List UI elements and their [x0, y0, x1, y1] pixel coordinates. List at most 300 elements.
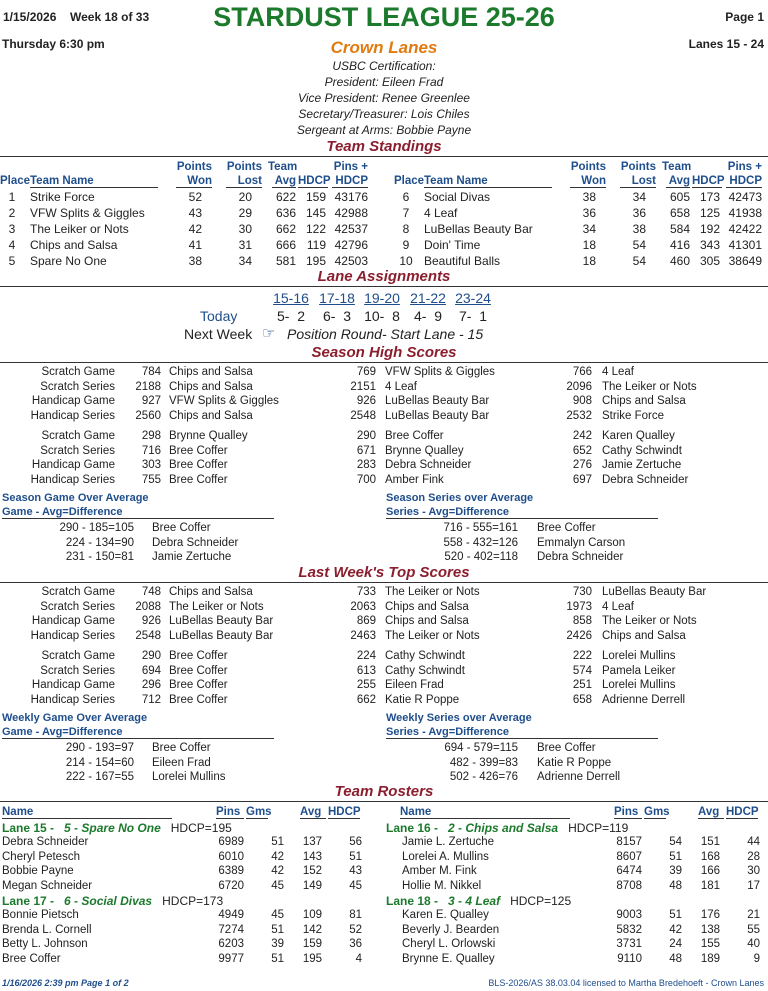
day-time: Thursday 6:30 pm [2, 37, 105, 51]
standing-place: 4 [8, 238, 16, 252]
roster-player-hdcp: 36 [349, 938, 362, 950]
standing-team: 4 Leaf [424, 206, 458, 220]
standing-pins: 41301 [728, 238, 762, 252]
col-header-team: Team Name [424, 175, 552, 188]
roster-player-hdcp: 9 [753, 952, 760, 965]
score-team: LuBellas Beauty Bar [385, 395, 490, 407]
roster-player-avg: 166 [700, 865, 720, 877]
score-value: 224 [356, 650, 376, 662]
roster-team-line [386, 894, 571, 908]
roster-player-avg: 195 [302, 952, 322, 965]
score-value: 574 [572, 664, 592, 677]
score-value: 652 [572, 444, 592, 457]
score-value: 2063 [350, 600, 376, 613]
roster-lane: Lane 18 - [386, 894, 439, 908]
score-team: 4 Leaf [602, 600, 634, 613]
over-average-bowler: Debra Schneider [537, 551, 624, 563]
roster-player-hdcp: 40 [747, 938, 760, 950]
roster-player-avg: 159 [302, 938, 322, 950]
standing-team: Spare No One [30, 254, 107, 268]
score-value: 671 [356, 444, 376, 457]
standing-pins: 42473 [728, 190, 762, 204]
center-name: Crown Lanes [330, 38, 438, 57]
roster-player-name: Brenda L. Cornell [2, 923, 92, 936]
over-average-bowler: Bree Coffer [152, 522, 211, 534]
roster-header-hdcp: HDCP [726, 806, 759, 818]
score-value: 2548 [350, 409, 376, 422]
score-value: 694 [141, 664, 161, 677]
roster-player-pins: 6720 [218, 879, 244, 892]
score-team: The Leiker or Nots [602, 380, 697, 393]
score-bowler: Cathy Schwindt [385, 650, 465, 662]
score-bowler: Debra Schneider [385, 459, 472, 471]
standing-lost: 34 [238, 254, 252, 268]
roster-header-pins: Pins [614, 806, 642, 819]
over-average-value: 214 - 154=60 [65, 756, 134, 769]
score-team: Chips and Salsa [602, 629, 686, 642]
standing-won: 36 [582, 206, 596, 220]
score-team: Chips and Salsa [385, 600, 469, 613]
col-header-team: Team Name [30, 175, 158, 188]
standing-team: The Leiker or Nots [30, 222, 129, 236]
officer-line: Sergeant at Arms: Bobbie Payne [296, 123, 472, 137]
lane-pair: 17-18 [319, 290, 355, 306]
report-date: 1/15/2026 [3, 10, 57, 24]
score-team: Chips and Salsa [169, 409, 253, 422]
col-header-avg: Team [268, 161, 298, 173]
score-value: 784 [141, 366, 161, 378]
roster-header-avg: Avg [698, 806, 724, 819]
roster-player-hdcp: 51 [349, 850, 362, 863]
col-header-pins: HDCP [332, 175, 368, 188]
score-category: Scratch Series [40, 380, 115, 393]
page-number: Page 1 [725, 10, 764, 24]
divider [0, 286, 768, 287]
score-value: 222 [572, 650, 592, 662]
score-category: Scratch Game [41, 586, 115, 598]
score-category: Scratch Game [41, 430, 115, 442]
roster-player-hdcp: 81 [349, 909, 362, 921]
league-title: STARDUST LEAGUE 25-26 [213, 2, 555, 32]
week-label: Week 18 of 33 [70, 10, 150, 24]
roster-player-hdcp: 28 [747, 850, 760, 863]
roster-player-avg: 138 [700, 923, 720, 936]
over-average-title: Season Series over Average [386, 492, 534, 504]
over-average-bowler: Jamie Zertuche [152, 551, 232, 563]
standing-hdcp: 192 [699, 222, 720, 236]
lanes-range: Lanes 15 - 24 [688, 37, 764, 51]
over-average-value: 558 - 432=126 [443, 536, 518, 549]
score-value: 303 [141, 459, 161, 471]
standing-hdcp: 119 [306, 238, 326, 252]
score-bowler: Adrienne Derrell [602, 693, 686, 706]
standing-lost: 31 [238, 238, 252, 252]
standing-avg: 666 [275, 238, 296, 252]
over-average-value: 482 - 399=83 [449, 756, 518, 769]
roster-header-games: Gms [644, 806, 670, 818]
roster-player-games: 48 [669, 952, 682, 965]
over-average-value: 694 - 579=115 [444, 742, 518, 754]
over-average-bowler: Bree Coffer [537, 742, 596, 754]
col-header-hdcp: HDCP [298, 175, 331, 187]
score-team: 4 Leaf [602, 366, 634, 378]
standing-pins: 42988 [334, 206, 368, 220]
roster-header-name: Name [2, 806, 172, 819]
standing-avg: 581 [275, 254, 296, 268]
standing-team: Beautiful Balls [424, 254, 501, 268]
standing-hdcp: 122 [305, 222, 326, 236]
roster-team-name: 3 - 4 Leaf [448, 894, 501, 908]
standing-hdcp: 159 [305, 190, 326, 204]
score-bowler: Pamela Leiker [602, 664, 676, 677]
score-value: 926 [141, 615, 161, 627]
score-bowler: Cathy Schwindt [602, 444, 682, 457]
score-team: Chips and Salsa [169, 380, 253, 393]
roster-player-hdcp: 17 [747, 879, 760, 892]
lane-pair: 15-16 [273, 290, 309, 306]
col-header-avg: Avg [666, 175, 690, 188]
score-value: 251 [572, 679, 592, 691]
over-average-bowler: Bree Coffer [152, 742, 211, 754]
rosters-title: Team Rosters [334, 783, 434, 800]
season-title: Season High Scores [311, 344, 457, 361]
footer-license: BLS-2026/AS 38.03.04 licensed to Martha Bredehoeft - Crown Lanes [488, 978, 764, 988]
roster-player-pins: 9003 [616, 909, 642, 921]
over-average-bowler: Katie R Poppe [537, 756, 612, 769]
score-bowler: Debra Schneider [602, 473, 689, 486]
score-value: 700 [356, 473, 376, 486]
standing-lost: 30 [238, 222, 252, 236]
score-category: Handicap Series [30, 693, 115, 706]
roster-player-games: 42 [271, 865, 284, 877]
score-team: Chips and Salsa [602, 395, 686, 407]
roster-player-name: Debra Schneider [2, 836, 89, 848]
score-category: Handicap Game [31, 679, 115, 691]
score-category: Scratch Series [40, 444, 115, 457]
lane-pair: 21-22 [410, 290, 446, 306]
roster-player-pins: 8708 [616, 879, 642, 892]
roster-player-games: 51 [669, 850, 682, 863]
roster-team-name: 5 - Spare No One [64, 821, 161, 835]
standing-avg: 658 [669, 206, 690, 220]
score-value: 748 [141, 586, 161, 598]
score-value: 290 [356, 430, 376, 442]
score-value: 908 [572, 395, 592, 407]
standings-title: Team Standings [326, 138, 442, 155]
score-value: 730 [572, 586, 592, 598]
standing-pins: 41938 [728, 206, 762, 220]
roster-player-games: 51 [669, 909, 682, 921]
score-value: 658 [572, 693, 592, 706]
score-value: 283 [356, 459, 376, 471]
score-category: Handicap Series [30, 473, 115, 486]
standing-won: 38 [188, 254, 202, 268]
standing-hdcp: 145 [305, 206, 326, 220]
officer-line: Vice President: Renee Greenlee [298, 91, 470, 105]
next-week-text: Position Round- Start Lane - 15 [287, 326, 484, 342]
over-average-value: 716 - 555=161 [443, 522, 518, 534]
standing-place: 5 [8, 254, 16, 268]
score-bowler: Lorelei Mullins [602, 650, 676, 662]
score-team: VFW Splits & Giggles [385, 366, 495, 378]
col-header-points-won: Won [570, 175, 606, 188]
roster-player-hdcp: 30 [747, 865, 760, 877]
standing-hdcp: 343 [699, 238, 720, 252]
roster-player-avg: 151 [700, 836, 720, 848]
score-bowler: Lorelei Mullins [602, 679, 676, 691]
roster-player-pins: 4949 [218, 909, 244, 921]
score-value: 298 [141, 430, 161, 442]
score-category: Handicap Game [31, 459, 115, 471]
score-bowler: Amber Fink [385, 473, 444, 486]
score-value: 858 [572, 615, 592, 627]
next-week-label: Next Week [184, 326, 253, 342]
standing-lost: 34 [632, 190, 646, 204]
roster-player-name: Betty L. Johnson [2, 938, 88, 950]
standing-place: 6 [402, 190, 410, 204]
score-bowler: Bree Coffer [169, 473, 228, 486]
over-average-value: 224 - 134=90 [65, 536, 134, 549]
roster-lane: Lane 15 - [2, 821, 55, 835]
roster-player-name: Hollie M. Nikkel [402, 879, 482, 892]
standing-hdcp: 195 [305, 254, 326, 268]
score-value: 712 [141, 693, 161, 706]
standing-team: Social Divas [424, 190, 491, 204]
score-category: Handicap Series [30, 409, 115, 422]
score-bowler: Karen Qualley [602, 430, 675, 442]
score-value: 2096 [566, 380, 592, 393]
score-bowler: Brynne Qualley [385, 444, 464, 457]
standing-team: LuBellas Beauty Bar [424, 222, 533, 236]
score-team: Strike Force [602, 409, 664, 422]
standing-avg: 460 [669, 254, 690, 268]
roster-team-name: 6 - Social Divas [64, 894, 153, 908]
score-value: 766 [572, 366, 592, 378]
over-average-value: 222 - 167=55 [65, 771, 134, 783]
score-team: The Leiker or Nots [385, 586, 480, 598]
roster-header-avg: Avg [300, 806, 326, 819]
standing-pins: 42503 [334, 254, 368, 268]
standing-pins: 43176 [334, 190, 368, 204]
roster-player-pins: 9977 [218, 952, 244, 965]
score-team: The Leiker or Nots [602, 615, 697, 627]
standing-won: 38 [582, 190, 596, 204]
col-header-points-won: Points [176, 161, 212, 173]
standing-avg: 662 [275, 222, 296, 236]
score-team: LuBellas Beauty Bar [385, 409, 490, 422]
standing-place: 2 [8, 206, 16, 220]
roster-player-games: 51 [271, 923, 284, 936]
standing-lost: 54 [632, 238, 646, 252]
roster-player-pins: 7274 [218, 923, 244, 936]
standing-pins: 38649 [728, 254, 762, 268]
roster-team-line [386, 821, 628, 835]
roster-player-games: 24 [669, 938, 682, 950]
roster-team-hdcp: HDCP=125 [510, 894, 572, 908]
roster-player-name: Cheryl Petesch [2, 850, 80, 863]
lane-matchup: 6- 3 [322, 308, 351, 324]
score-bowler: Bree Coffer [385, 430, 444, 442]
roster-player-pins: 3731 [616, 938, 642, 950]
lane-matchup: 5- 2 [276, 308, 305, 324]
col-header-points-lost: Lost [226, 175, 262, 188]
score-team: LuBellas Beauty Bar [602, 586, 707, 598]
standing-team: VFW Splits & Giggles [30, 206, 145, 220]
roster-player-hdcp: 52 [349, 923, 362, 936]
score-value: 927 [141, 395, 161, 407]
roster-player-hdcp: 56 [349, 836, 362, 848]
standing-lost: 54 [632, 254, 646, 268]
roster-player-hdcp: 21 [747, 909, 760, 921]
col-header-points-lost: Lost [620, 175, 656, 188]
roster-player-pins: 6203 [218, 938, 244, 950]
score-bowler: Jamie Zertuche [602, 459, 682, 471]
score-category: Handicap Series [30, 629, 115, 642]
over-average-bowler: Emmalyn Carson [537, 536, 626, 549]
roster-player-games: 42 [271, 850, 284, 863]
score-value: 697 [572, 473, 592, 486]
score-category: Scratch Game [41, 366, 115, 378]
roster-player-games: 51 [271, 836, 284, 848]
standing-won: 34 [582, 222, 596, 236]
score-value: 2151 [350, 380, 376, 393]
roster-player-name: Cheryl L. Orlowski [402, 938, 496, 950]
score-value: 255 [356, 679, 376, 691]
standing-won: 18 [582, 238, 596, 252]
standing-won: 43 [188, 206, 202, 220]
standing-lost: 29 [238, 206, 252, 220]
standing-place: 9 [402, 238, 410, 252]
roster-header-games: Gms [246, 806, 272, 818]
roster-player-avg: 137 [302, 836, 322, 848]
standing-team: Chips and Salsa [30, 238, 118, 252]
score-team: Chips and Salsa [385, 615, 469, 627]
score-value: 1973 [566, 600, 592, 613]
standing-avg: 622 [275, 190, 296, 204]
col-header-pins: Pins + [333, 161, 368, 173]
score-value: 242 [572, 430, 592, 442]
roster-player-games: 39 [669, 865, 682, 877]
standing-lost: 38 [632, 222, 646, 236]
score-team: LuBellas Beauty Bar [169, 629, 274, 642]
standing-lost: 20 [238, 190, 252, 204]
roster-player-avg: 181 [700, 879, 720, 892]
score-value: 2548 [135, 629, 161, 642]
col-header-points-lost: Points [620, 161, 656, 173]
roster-header-name: Name [400, 806, 570, 819]
col-header-place: Place [394, 175, 425, 187]
roster-player-name: Lorelei A. Mullins [402, 850, 489, 863]
score-value: 2532 [566, 409, 592, 422]
standing-won: 41 [188, 238, 202, 252]
standing-hdcp: 173 [699, 190, 720, 204]
roster-player-name: Jamie L. Zertuche [402, 836, 495, 848]
over-average-value: 290 - 193=97 [65, 742, 134, 754]
score-category: Scratch Series [40, 600, 115, 613]
roster-player-avg: 142 [302, 923, 322, 936]
lane-matchup: 7- 1 [458, 308, 487, 324]
score-bowler: Eileen Frad [385, 679, 444, 691]
score-team: LuBellas Beauty Bar [169, 615, 274, 627]
standing-pins: 42537 [334, 222, 368, 236]
over-average-subtitle: Series - Avg=Difference [386, 726, 658, 739]
divider [0, 362, 768, 363]
divider [0, 156, 768, 157]
col-header-avg: Team [662, 161, 692, 173]
over-average-bowler: Lorelei Mullins [152, 771, 226, 783]
lanes-title: Lane Assignments [317, 268, 451, 285]
score-value: 769 [356, 366, 376, 378]
roster-player-games: 51 [271, 952, 284, 965]
lane-pair: 23-24 [455, 290, 491, 306]
roster-player-games: 45 [271, 909, 284, 921]
score-category: Handicap Game [31, 615, 115, 627]
standing-hdcp: 125 [699, 206, 720, 220]
score-bowler: Bree Coffer [169, 664, 228, 677]
footer-date: 1/16/2026 2:39 pm Page 1 of 2 [2, 978, 129, 988]
standing-hdcp: 305 [699, 254, 720, 268]
score-value: 290 [141, 650, 161, 662]
roster-team-hdcp: HDCP=195 [170, 821, 232, 835]
roster-player-games: 39 [271, 938, 284, 950]
col-header-points-won: Points [570, 161, 606, 173]
score-value: 2188 [135, 380, 161, 393]
score-bowler: Bree Coffer [169, 459, 228, 471]
score-value: 733 [356, 586, 376, 598]
roster-team-hdcp: HDCP=173 [162, 894, 224, 908]
score-value: 613 [356, 664, 376, 677]
standing-team: Doin' Time [424, 238, 481, 252]
roster-player-pins: 9110 [617, 952, 642, 965]
roster-player-avg: 152 [302, 865, 322, 877]
roster-player-pins: 5832 [616, 923, 642, 936]
score-bowler: Brynne Qualley [169, 430, 248, 442]
over-average-title: Weekly Game Over Average [2, 712, 148, 724]
over-average-value: 520 - 402=118 [444, 551, 518, 563]
col-header-hdcp: HDCP [692, 175, 725, 187]
standing-pins: 42422 [728, 222, 762, 236]
roster-player-hdcp: 55 [747, 923, 760, 936]
roster-team-line [2, 821, 232, 835]
roster-header-pins: Pins [216, 806, 244, 819]
roster-team-name: 2 - Chips and Salsa [448, 821, 559, 835]
standing-won: 42 [188, 222, 202, 236]
standing-place: 1 [8, 190, 16, 204]
officer-line: President: Eileen Frad [324, 75, 444, 89]
roster-player-avg: 189 [700, 952, 720, 965]
roster-team-hdcp: HDCP=119 [568, 821, 629, 835]
score-category: Scratch Game [41, 650, 115, 662]
score-team: The Leiker or Nots [169, 600, 264, 613]
roster-player-pins: 6989 [218, 836, 244, 848]
score-bowler: Katie R Poppe [385, 693, 460, 706]
lane-matchup: 10- 8 [364, 308, 400, 324]
score-value: 2463 [350, 629, 376, 642]
score-bowler: Bree Coffer [169, 650, 228, 662]
officer-line: USBC Certification: [332, 59, 436, 73]
score-value: 276 [572, 459, 592, 471]
roster-player-name: Bobbie Payne [2, 865, 74, 877]
over-average-subtitle: Series - Avg=Difference [386, 506, 658, 519]
roster-player-avg: 155 [700, 938, 720, 950]
score-team: VFW Splits & Giggles [169, 395, 279, 407]
roster-player-name: Bree Coffer [2, 952, 61, 965]
roster-player-hdcp: 44 [747, 836, 760, 848]
roster-player-games: 48 [669, 879, 682, 892]
today-label: Today [200, 308, 238, 324]
score-value: 2560 [135, 409, 161, 422]
col-header-points-lost: Points [226, 161, 262, 173]
